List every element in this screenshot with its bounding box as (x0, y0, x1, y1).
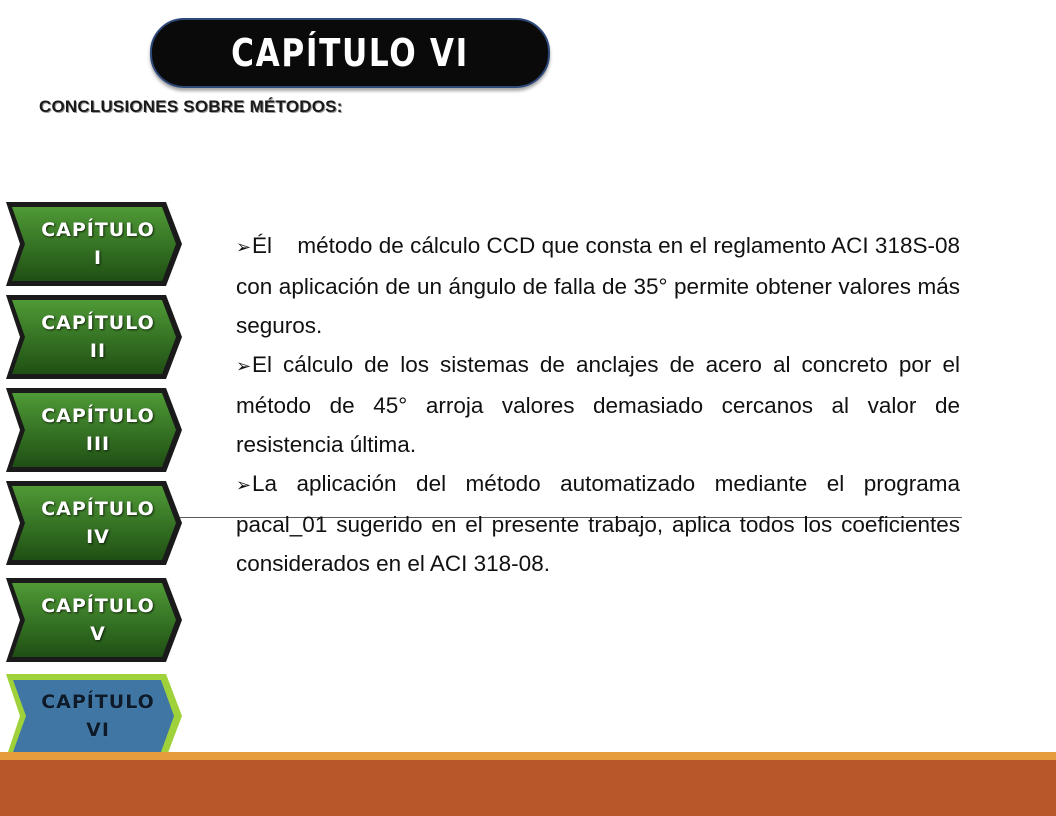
nav-chapter-2-label: CAPÍTULO II (41, 312, 155, 362)
nav-chapter-4-label: CAPÍTULO IV (41, 498, 155, 548)
chapter-title-banner (150, 18, 550, 88)
nav-chapter-3[interactable] (6, 386, 182, 474)
footer-bar (0, 760, 1056, 816)
section-subtitle: CONCLUSIONES SOBRE MÉTODOS: (39, 97, 343, 116)
footer-accent-line (0, 752, 1056, 760)
conclusions-list (236, 226, 967, 583)
nav-chapter-5-label: CAPÍTULO V (41, 595, 155, 645)
nav-chapter-6-active[interactable] (6, 672, 182, 760)
nav-chapter-5[interactable] (6, 576, 182, 664)
nav-chapter-6-label: CAPÍTULO VI (41, 691, 155, 741)
arrow-bullet-icon: ➢ (236, 475, 252, 495)
nav-chapter-3-label: CAPÍTULO III (41, 405, 155, 455)
page-title: CAPÍTULO VI (231, 31, 469, 75)
nav-chapter-1-label: CAPÍTULO I (41, 219, 155, 269)
arrow-bullet-icon: ➢ (236, 237, 252, 257)
list-item: ➢Él método de cálculo CCD que consta en el reglamento ACI 318S-08 con aplicación de un ángulo de falla de 35° permite obtener valores más seguros. (236, 226, 960, 345)
arrow-bullet-icon: ➢ (236, 356, 252, 376)
list-item: ➢La aplicación del método automatizado mediante el programa pacal_01 sugerido en el presente trabajo, aplica todos los coeficientes considerados en el ACI 318-08. (236, 464, 960, 583)
nav-chapter-2[interactable] (6, 293, 182, 381)
nav-chapter-1[interactable] (6, 200, 182, 288)
list-item: ➢El cálculo de los sistemas de anclajes de acero al concreto por el método de 45° arroja valores demasiado cercanos al valor de resistencia última. (236, 345, 960, 464)
nav-chapter-4[interactable] (6, 479, 182, 567)
